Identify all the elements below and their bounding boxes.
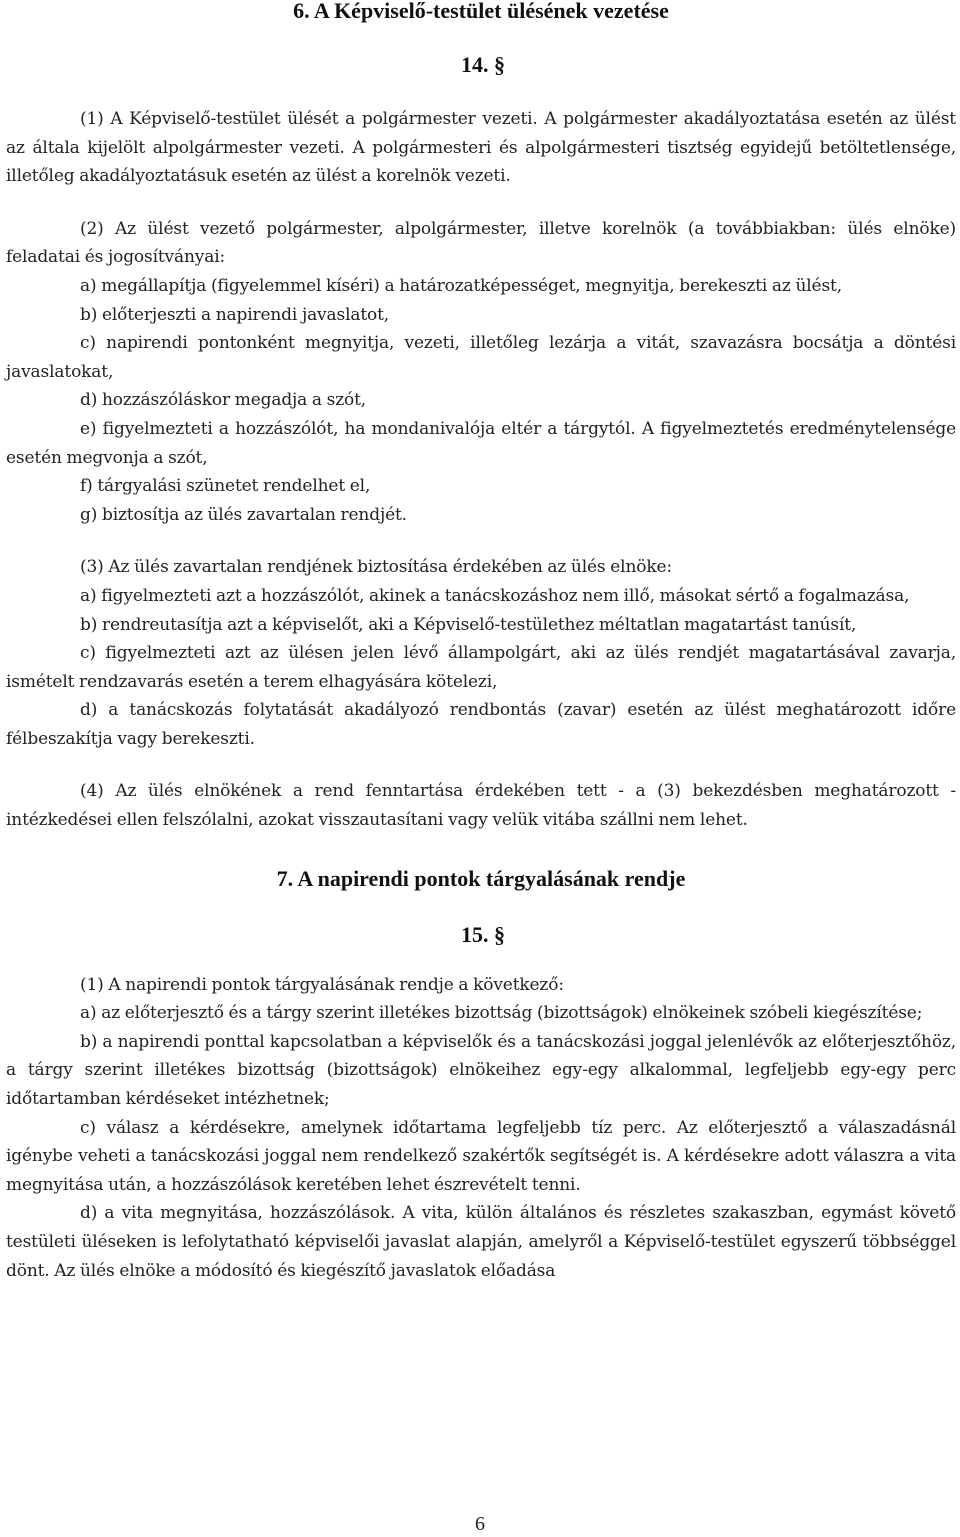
section-6-heading: 6. A Képviselő-testület ülésének vezetése [293, 0, 669, 23]
document-page [6, 0, 956, 1285]
paragraph-15-1-intro: (1) A napirendi pontok tárgyalásának rendje a következő: [80, 974, 564, 995]
list-item-14-3-c: c) figyelmezteti azt az ülésen jelen lévő állampolgárt, aki az ülés rendjét magatartásával zavarja, ismételt rendzavarás esetén a terem elhagyására kötelezi, [6, 643, 956, 692]
page-number: 6 [475, 1513, 485, 1535]
paragraph-14-4: (4) Az ülés elnökének a rend fenntartása érdekében tett - a (3) bekezdésben meghatározott - intézkedései ellen felszólalni, azokat visszautasítani vagy velük vitába szállni nem lehet. [6, 781, 956, 831]
list-item-15-1-a: a) az előterjesztő és a tárgy szerint illetékes bizottság (bizottságok) elnökeinek szóbeli kiegészítése; [80, 1003, 923, 1024]
paragraph-14-2-intro: (2) Az ülést vezető polgármester, alpolgármester, illetve korelnök (a továbbiakban: ülés elnöke) feladatai és jogosítványai: [6, 218, 956, 268]
list-item-14-2-c: c) napirendi pontonként megnyitja, vezeti, illetőleg lezárja a vitát, szavazásra bocsátja a döntési javaslatokat, [6, 333, 956, 382]
list-item-14-2-b: b) előterjeszti a napirendi javaslatot, [80, 304, 390, 325]
list-item-15-1-d: d) a vita megnyitása, hozzászólások. A vita, külön általános és részletes szakaszban, egymást követő testületi üléseken is lefolytatható képviselői javaslat alapján, amelyről a Képviselő-testület egyszerű többséggel dönt. Az ülés elnöke a módosító és kiegészítő javaslatok előadása [6, 1203, 956, 1281]
list-item-14-2-f: f) tárgyalási szünetet rendelhet el, [80, 476, 371, 497]
article-15-number: 15. § [461, 921, 505, 947]
list-item-15-1-c: c) válasz a kérdésekre, amelynek időtartama legfeljebb tíz perc. Az előterjesztő a válaszadásnál igénybe veheti a tanácskozási joggal nem rendelkező szakértők segítségét is. A kérdésekre adott válaszra a vita megnyitása után, a hozzászólások keretében lehet észrevételt tenni. [6, 1117, 956, 1195]
section-7-heading: 7. A napirendi pontok tárgyalásának rendje [276, 865, 686, 891]
list-item-14-2-a: a) megállapítja (figyelemmel kíséri) a határozatképességet, megnyitja, berekeszti az ülést, [80, 275, 842, 296]
paragraph-14-3-intro: (3) Az ülés zavartalan rendjének biztosítása érdekében az ülés elnöke: [80, 557, 672, 578]
list-item-14-3-a: a) figyelmezteti azt a hozzászólót, akinek a tanácskozáshoz nem illő, másokat sértő a fogalmazása, [80, 585, 910, 606]
list-item-14-2-g: g) biztosítja az ülés zavartalan rendjét. [80, 504, 407, 525]
list-item-14-2-d: d) hozzászóláskor megadja a szót, [80, 390, 367, 411]
article-14-number: 14. § [461, 52, 505, 77]
list-item-14-3-b: b) rendreutasítja azt a képviselőt, aki a Képviselő-testülethez méltatlan magatartást tanúsít, [80, 614, 857, 635]
list-item-14-2-e: e) figyelmezteti a hozzászólót, ha mondanivalója eltér a tárgytól. A figyelmeztetés eredménytelensége esetén megvonja a szót, [6, 418, 956, 468]
paragraph-14-1: (1) A Képviselő-testület ülését a polgármester vezeti. A polgármester akadályoztatása esetén az ülést az általa kijelölt alpolgármester vezeti. A polgármesteri és alpolgármesteri tisztség egyidejű betöltetlensége, illetőleg akadályoztatásuk esetén az ülést a korelnök vezeti. [6, 109, 956, 187]
list-item-14-3-d: d) a tanácskozás folytatását akadályozó rendbontás (zavar) esetén az ülést meghatározott időre félbeszakítja vagy berekeszti. [6, 700, 956, 749]
list-item-15-1-b: b) a napirendi ponttal kapcsolatban a képviselők és a tanácskozási joggal jelenlévők az előterjesztőhöz, a tárgy szerint illetékes bizottság (bizottságok) elnökeihez egy-egy alkalommal, legfeljebb egy-egy perc időtartamban kérdéseket intézhetnek; [6, 1031, 956, 1110]
